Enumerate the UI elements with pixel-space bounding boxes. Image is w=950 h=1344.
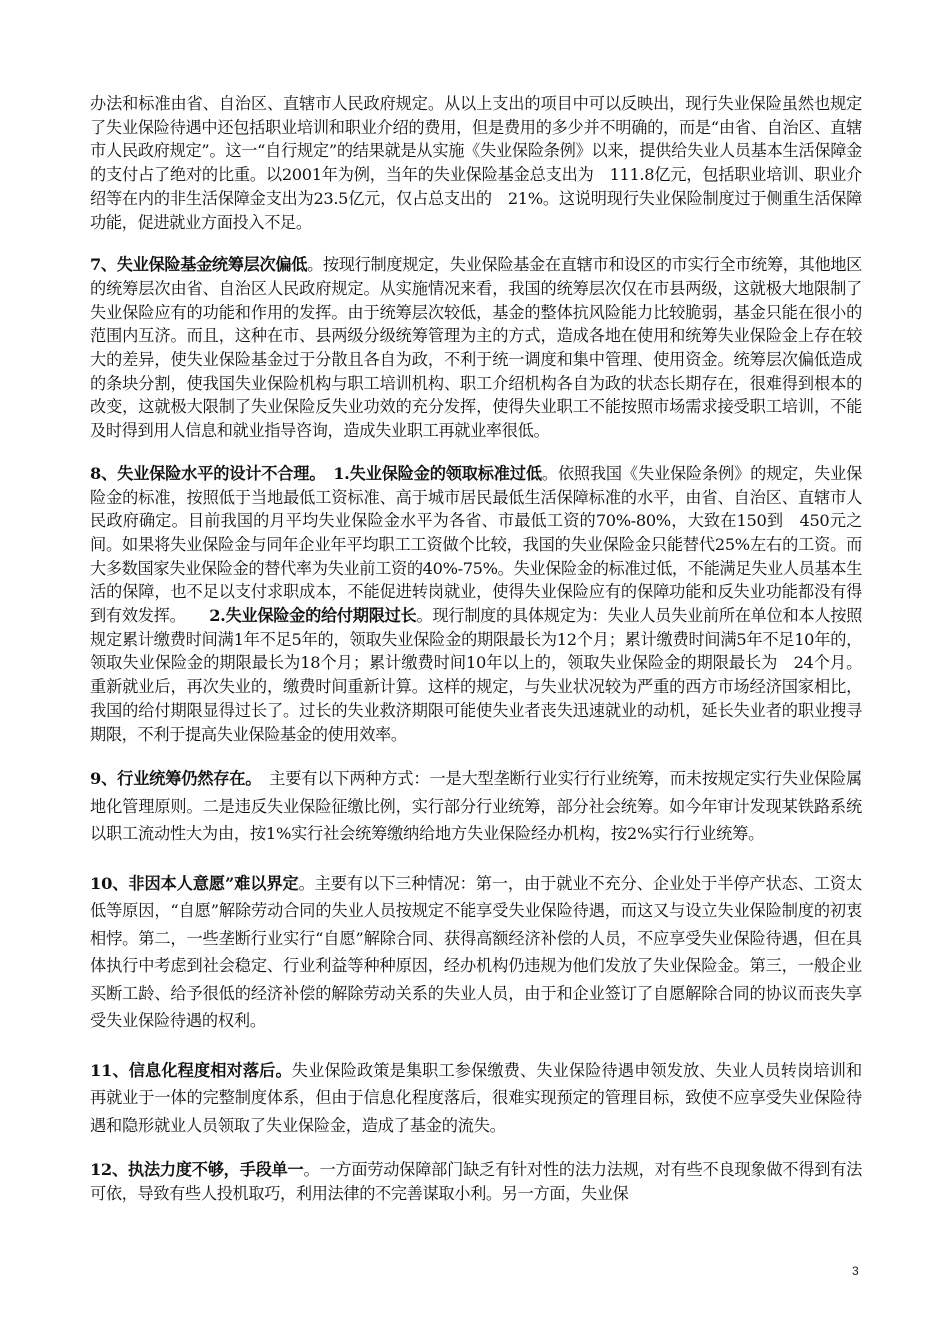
paragraph-heading: 7、失业保险基金统筹层次偏低 <box>90 255 308 275</box>
paragraph-item-9 <box>90 765 862 848</box>
paragraph-intro <box>90 92 862 234</box>
paragraph-text-2: 。现行制度的具体规定为：失业人员失业前所在单位和本人按照规定累计缴费时间满1年不足5年的，领取失业保险金的期限最长为12个月；累计缴费时间满5年不足10年的，领取失业保险金的期限最长为18个月；累计缴费时间10年以上的，领取失业保险金的期限最长为 24个月。重新就业后，再次失业的，缴费时间重新计算。这样的规定，与失业状况较为严重的西方市场经济国家相比，我国的给付期限显得过长了。过长的失业救济期限可能使失业者丧失迅速就业的动机，延长失业者的职业搜寻期限，不利于提高失业保险基金的使用效率。 <box>90 606 862 744</box>
paragraph-heading: 10、非因本人意愿”难以界定 <box>90 873 299 893</box>
paragraph-heading: 11、信息化程度相对落后。 <box>90 1060 292 1080</box>
paragraph-item-7 <box>90 253 862 443</box>
paragraph-text: 主要有以下两种方式：一是大型垄断行业实行行业统筹，而未按规定实行失业保险属地化管理原则。二是违反失业保险征缴比例，实行部分行业统筹，部分社会统筹。如今年审计发现某铁路系统以职工流动性大为由，按1%实行社会统筹缴纳给地方失业保险经办机构，按2%实行行业统筹。 <box>90 769 862 844</box>
paragraph-text: 办法和标准由省、自治区、直辖市人民政府规定。从以上支出的项目中可以反映出，现行失业保险虽然也规定了失业保险待遇中还包括职业培训和职业介绍的费用，但是费用的多少并不明确的，而是“由省、自治区、直辖市人民政府规定”。这一“自行规定”的结果就是从实施《失业保险条例》以来，提供给失业人员基本生活保障金的支付占了绝对的比重。以2001年为例，当年的失业保险基金总支出为 111.8亿元，包括职业培训、职业介绍等在内的非生活保障金支出为23.5亿元，仅占总支出的 21%。这说明现行失业保险制度过于侧重生活保障功能，促进就业方面投入不足。 <box>90 94 862 232</box>
paragraph-item-12 <box>90 1158 862 1205</box>
paragraph-text: 失业保险政策是集职工参保缴费、失业保险待遇申领发放、失业人员转岗培训和再就业于一体的完整制度体系，但由于信息化程度落后，很难实现预定的管理目标，致使不应享受失业保险待遇和隐形就业人员领取了失业保险金，造成了基金的流失。 <box>90 1060 862 1135</box>
paragraph-item-11 <box>90 1057 862 1140</box>
paragraph-text: 。依照我国《失业保险条例》的规定，失业保险金的标准，按照低于当地最低工资标准、高于城市居民最低生活保障标准的水平，由省、自治区、直辖市人民政府确定。目前我国的月平均失业保险金水平为各省、市最低工资的70%-80%，大致在150到 450元之间。如果将失业保险金与同年企业年平均职工工资做个比较，我国的失业保险金只能替代25%左右的工资。而大多数国家失业保险金的替代率为失业前工资的40%-75%。失业保险金的标准过低，不能满足失业人员基本生活的保障，也不足以支付求职成本，不能促进转岗就业，使得失业保险应有的保障功能和反失业功能都没有得到有效发挥。 <box>90 463 862 626</box>
paragraph-text: 。按现行制度规定，失业保险基金在直辖市和设区的市实行全市统筹，其他地区的统筹层次由省、自治区人民政府规定。从实施情况来看，我国的统筹层次仅在市县两级，这就极大地限制了失业保险应有的功能和作用的发挥。由于统筹层次较低，基金的整体抗风险能力比较脆弱，基金只能在很小的范围内互济。而且，这种在市、县两级分级统筹管理为主的方式，造成各地在使用和统筹失业保险金上存在较大的差异，使失业保险基金过于分散且各自为政，不利于统一调度和集中管理、使用资金。统筹层次偏低造成的条块分割，使我国失业保险机构与职工培训机构、职工介绍机构各自为政的状态长期存在，很难得到根本的改变，这就极大限制了失业保险反失业功效的充分发挥，使得失业职工不能按照市场需求接受职工培训，不能及时得到用人信息和就业指导咨询，造成失业职工再就业率很低。 <box>90 255 862 441</box>
paragraph-item-10 <box>90 870 862 1035</box>
paragraph-text: 。主要有以下三种情况：第一，由于就业不充分、企业处于半停产状态、工资太低等原因，“自愿”解除劳动合同的失业人员按规定不能享受失业保险待遇，而这又与设立失业保险制度的初衷相悖。第二，一些垄断行业实行“自愿”解除合同、获得高额经济补偿的人员，不应享受失业保险待遇，但在具体执行中考虑到社会稳定、行业利益等种种原因，经办机构仍违规为他们发放了失业保险金。第三，一般企业买断工龄、给予很低的经济补偿的解除劳动关系的失业人员，由于和企业签订了自愿解除合同的协议而丧失享受失业保险待遇的权利。 <box>90 873 862 1031</box>
paragraph-text: 。一方面劳动保障部门缺乏有针对性的法力法规，对有些不良现象做不得到有法可依，导致有些人投机取巧，利用法律的不完善谋取小利。另一方面，失业保 <box>90 1160 862 1203</box>
paragraph-item-8 <box>90 462 862 746</box>
paragraph-heading: 12、执法力度不够，手段单一 <box>90 1160 304 1180</box>
document-page <box>90 92 862 1292</box>
paragraph-heading: 8、失业保险水平的设计不合理。 1.失业保险金的领取标准过低 <box>90 463 542 483</box>
paragraph-subheading: 2.失业保险金的给付期限过长 <box>177 606 417 626</box>
paragraph-heading: 9、行业统筹仍然存在。 <box>90 769 254 789</box>
page-number: 3 <box>852 1264 859 1278</box>
